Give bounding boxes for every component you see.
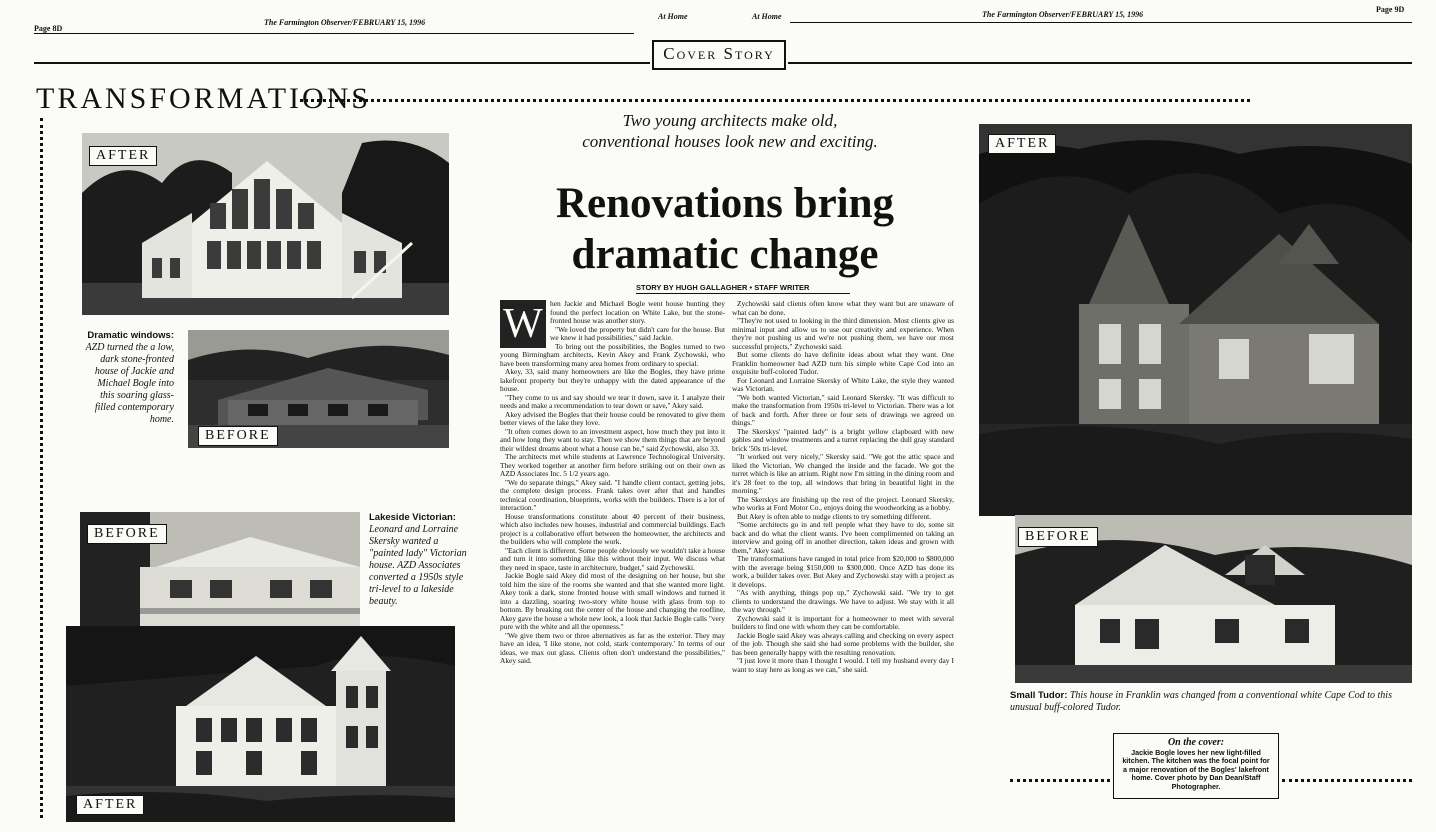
- header-rule-left: [34, 33, 634, 34]
- article-paragraph: To bring out the possibilities, the Bogles turned to two young Birmingham architects, Kevin Akey and Frank Zychowski, who have been transforming many area homes from ordinary to special.: [500, 341, 725, 368]
- article-byline: STORY BY HUGH GALLAGHER • STAFF WRITER: [636, 283, 810, 292]
- page-number-left: Page 8D: [34, 24, 63, 33]
- header-rule-right: [790, 22, 1412, 23]
- article-paragraph: The Skerskys are finishing up the rest of the project. Leonard Skersky, who works at Ford Motor Co., enjoys doing the woodworking as a hobby.: [732, 494, 954, 512]
- tudor-after-photo: [979, 124, 1412, 516]
- caption-lead: Small Tudor:: [1010, 690, 1068, 701]
- paper-dateline-left: The Farmington Observer/FEBRUARY 15, 1996: [264, 18, 426, 27]
- article-paragraph: Akey, 33, said many homeowners are like the Bogles, they have prime lakefront property but they're unhappy with the dated appearance of the house.: [500, 367, 725, 393]
- article-paragraph: But Akey is often able to nudge clients to try something different.: [737, 511, 932, 521]
- article-column-1: [500, 300, 725, 822]
- skersky-before-tag: BEFORE: [87, 524, 167, 544]
- dotted-rule-top: [300, 99, 1250, 102]
- article-headline: Renovations bring dramatic change: [555, 180, 895, 278]
- article-paragraph: "We both wanted Victorian," said Leonard Skersky. "It was difficult to make the transformation from 1950s tri-level to Victorian. There was a lot of back and forth. After three or four sets of drawings we agreed on things.": [732, 392, 954, 427]
- article-paragraph: Zychowski said it is important for a homeowner to meet with several builders to find one with whom they can be comfortable.: [732, 613, 954, 631]
- skersky-after-photo: [66, 626, 455, 822]
- article-paragraph: "They come to us and say should we tear it down, save it. I analyze their needs and make a recommendation to tear down or save," Akey said.: [500, 392, 725, 410]
- caption-text: Leonard and Lorraine Skersky wanted a "painted lady" Victorian house. AZD Associates converted a 1950s style tri-level to a lakeside beauty.: [369, 524, 467, 607]
- tudor-before-tag: BEFORE: [1018, 527, 1098, 547]
- bogle-before-tag: BEFORE: [198, 426, 278, 446]
- caption-lead: Lakeside Victorian:: [369, 512, 456, 523]
- article-paragraph: The Skerskys' "painted lady" is a bright yellow clapboard with new gables and window treatments and a turret replacing the dull gray standard brick '50s tri-level.: [732, 426, 954, 453]
- cover-story-label: Cover Story: [652, 40, 786, 70]
- article-paragraph: "As with anything, things pop up," Zychowski said. "We try to get clients to understand the drawings. We have to adjust. We stay with it all the way through.": [732, 588, 954, 614]
- on-the-cover-title: On the cover:: [1167, 737, 1225, 748]
- column-1-text: [500, 300, 725, 666]
- article-paragraph: For Leonard and Lorraine Skersky of White Lake, the style they wanted was Victorian.: [732, 375, 954, 393]
- dotted-rule-cover-left: [1010, 779, 1110, 782]
- section-label-left: At Home: [658, 12, 688, 21]
- article-column-2: [732, 300, 954, 822]
- article-paragraph: "They're not used to looking in the third dimension. Most clients give us minimal input and allow us to use our creativity and experience. When they're not pushing us and we're not pushing them, we have our most successful projects," Zychowski said.: [732, 316, 954, 351]
- caption-text: This house in Franklin was changed from a conventional white Cape Cod to this unusual buff-colored Tudor.: [1010, 690, 1392, 713]
- skersky-after-tag: AFTER: [76, 795, 144, 815]
- on-the-cover-text: Jackie Bogle loves her new light-filled kitchen. The kitchen was the focal point for a major renovation of the Bogles' lakefront home. Cover photo by Dan Dean/Staff Photographer.: [1122, 748, 1270, 791]
- caption-text: AZD turned the a low, dark stone-fronted house of Jackie and Michael Bogle into this soaring glass-filled contemporary home.: [85, 342, 174, 425]
- article-paragraph: House transformations constitute about 40 percent of their business, which also includes new houses, industrial and commercial buildings. Each project is a collaborative effort between the homeowner, the architects and the builders who will complete the work.: [500, 511, 725, 546]
- tudor-after-tag: AFTER: [988, 134, 1056, 154]
- bogle-after-tag: AFTER: [89, 146, 157, 166]
- cover-rule-right: [788, 62, 1412, 64]
- article-paragraph: hen Jackie and Michael Bogle went house hunting they found the perfect location on White Lake, but the stone-fronted house was another story.: [550, 300, 725, 325]
- drop-cap: W: [500, 300, 546, 348]
- caption-lead: Dramatic windows:: [87, 330, 174, 341]
- article-paragraph: Jackie Bogle said Akey was always calling and checking on every aspect of the job. Though she said she had some problems with the builder, she has been generally happy with the resulting renovation.: [732, 630, 954, 657]
- article-paragraph: "I just love it more than I thought I would. I tell my husband every day I want to stay here as long as we can," she said.: [732, 656, 954, 674]
- on-the-cover-box: [1113, 733, 1279, 799]
- section-label-right: At Home: [752, 12, 782, 21]
- paper-dateline-right: The Farmington Observer/FEBRUARY 15, 1996: [982, 10, 1144, 19]
- dotted-rule-cover-right: [1282, 779, 1412, 782]
- article-paragraph: "It often comes down to an investment aspect, how much they put into it and how long they want to stay. Then we show them things that are beyond their wildest dreams about what a house can be," said Zychowski, also 33.: [500, 426, 725, 453]
- article-paragraph: Zychowski said clients often know what they want but are unaware of what can be done.: [732, 300, 954, 317]
- article-paragraph: "We give them two or three alternatives as far as the exterior. They may have an idea, 'I like stone, not cold, stark contemporary.' In terms of our ideas, we max out glass. Clients often don't understand the possibilities," Akey said.: [500, 630, 725, 665]
- lakeside-victorian-caption: [369, 512, 469, 608]
- article-paragraph: But some clients do have definite ideas about what they want. One Franklin homeowner had AZD turn his simple white Cape Cod into an exquisite buff-colored Tudor.: [732, 350, 954, 376]
- dotted-rule-left: [40, 118, 43, 818]
- column-2-text: [732, 300, 954, 674]
- article-paragraph: Akey advised the Bogles that their house could be renovated to give them better views of the lake they love.: [500, 409, 725, 427]
- article-paragraph: "We do separate things," Akey said. "I handle client contact, getting jobs, the complete design process. Frank takes over after that and handles technical coordination, blueprints, works with the builders. There is a lot of interaction.": [500, 477, 725, 512]
- article-deck: Two young architects make old, conventional houses look new and exciting.: [582, 111, 878, 151]
- byline-rule: [636, 293, 850, 294]
- article-paragraph: Jackie Bogle said Akey did most of the designing on her house, but she told him the size of the rooms she wanted and that she wanted more light. Akey took a dark, stone fronted house with small windows and turned it into a dazzling, soaring two-story white house with glass from top to bottom. By breaking out the center of the house and changing the roofline, Akey gave the house a whole new look, a look that Jackie Bogle calls "very pure with the white and all the openness.": [500, 571, 725, 631]
- section-title: TRANSFORMATIONS: [36, 82, 372, 115]
- article-paragraph: The architects met while students at Lawrence Technological University. They worked together at another firm before striking out on their own as AZD Associates Inc. 5 1/2 years ago.: [500, 452, 725, 478]
- article-paragraph: "Some architects go in and tell people what they have to do, some sit back and do what the client wants. I've been complimented on taking an interview and going off in another direction, taken ideas and grown with them," Akey said.: [732, 520, 954, 555]
- article-paragraph: The transformations have ranged in total price from $20,000 to $800,000 with the average being $150,000 to $300,000. Once AZD has done its work, a builder takes over. But Akey and Zychowski stay with a project as it develops.: [732, 554, 954, 589]
- dramatic-windows-caption: [82, 330, 174, 426]
- article-paragraph: "It worked out very nicely," Skersky said. "We got the attic space and liked the Victorian. We changed the inside and the facade. We got the turret which is like an atrium. Right now I'm sitting in the dining room and it's 28 feet to the top, all windows that bring in beautiful light in the morning.": [732, 452, 954, 495]
- article-paragraph: "Each client is different. Some people obviously we wouldn't take a house and turn it into something like this without their input. We discuss what they need in space, taste in architecture, budget," said Zychowski.: [500, 545, 725, 572]
- page-number-right: Page 9D: [1376, 5, 1405, 14]
- small-tudor-caption: [1010, 690, 1410, 714]
- cover-rule-left: [34, 62, 650, 64]
- article-paragraph: "We loved the property but didn't care for the house. But we knew it had possibilities," said Jackie.: [550, 324, 725, 342]
